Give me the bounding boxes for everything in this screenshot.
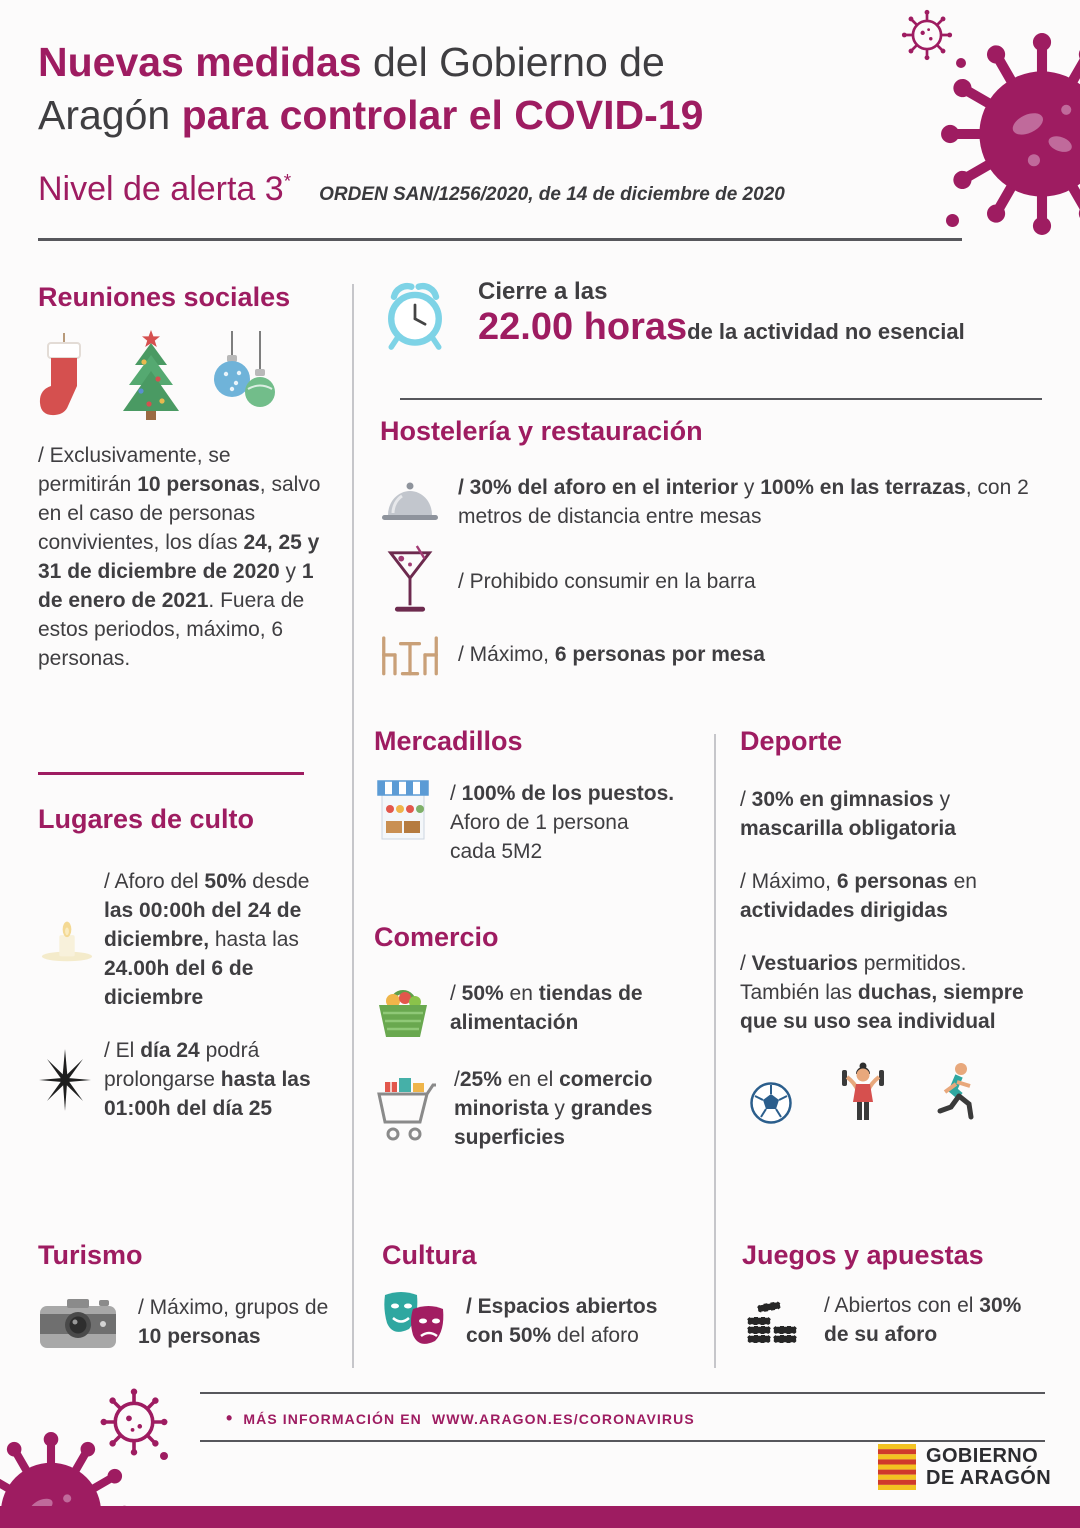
candle-icon: [38, 917, 96, 963]
section-title-reuniones: Reuniones sociales: [38, 282, 291, 312]
alarm-clock-icon: [382, 278, 448, 354]
comercio-minorista-text: /25% en el comercio minorista y grandes superficies: [454, 1068, 653, 1149]
footer-info-label: MÁS INFORMACIÓN EN: [243, 1411, 422, 1427]
stocking-icon: [38, 333, 90, 421]
right-column-divider: [714, 734, 716, 1368]
deporte-personas-text: / Máximo, 6 personas en actividades dirigidas: [740, 870, 977, 922]
table-icon: [380, 631, 440, 677]
closure-suffix: de la actividad no esencial: [687, 319, 965, 344]
aragon-flag-icon: [878, 1444, 916, 1490]
bottom-accent-bar: [0, 1506, 1080, 1528]
logo-line1: GOBIERNO: [926, 1445, 1039, 1467]
section-title-turismo: Turismo: [38, 1240, 143, 1270]
turismo-text: / Máximo, grupos de 10 personas: [138, 1296, 329, 1348]
turismo-item: [38, 1293, 353, 1351]
gobierno-aragon-logo: [878, 1444, 1051, 1490]
alert-asterisk: *: [283, 171, 292, 193]
star-icon: [38, 1049, 92, 1111]
runner-icon: [934, 1062, 978, 1124]
decor-dot: [160, 1452, 168, 1460]
decor-dot: [956, 58, 966, 68]
section-title-cultura: Cultura: [382, 1240, 477, 1270]
christmas-icons-row: [38, 329, 330, 421]
page-title-line1: [38, 36, 878, 89]
deporte-gimnasios-text: / 30% en gimnasios y mascarilla obligatoria: [740, 788, 956, 840]
juegos-text: / Abiertos con el 30% de su aforo: [824, 1294, 1022, 1346]
footer-rule-bottom: [200, 1440, 1045, 1442]
section-hosteleria: [380, 416, 1045, 677]
alert-level: Nivel de alerta 3*: [38, 170, 292, 208]
title-rest-1: del Gobierno de: [361, 39, 665, 85]
cultura-text: / Espacios abiertos con 50% del aforo: [466, 1295, 658, 1347]
section-comercio: [374, 922, 709, 1152]
hosteleria-aforo-text: / 30% del aforo en el interior y 100% en las terrazas, con 2 metros de distancia entre mesas: [458, 476, 1029, 528]
basket-icon: [374, 977, 432, 1039]
closure-time: 22.00 horas: [478, 306, 688, 348]
comercio-item-minorista: [374, 1065, 709, 1152]
page-title: [38, 36, 878, 142]
mercadillos-item: [374, 779, 686, 866]
page-title-line2: [38, 89, 878, 142]
left-column-divider: [352, 284, 354, 1368]
culto-item-dia24: [38, 1036, 338, 1123]
footer-bullet: •: [226, 1408, 234, 1428]
cocktail-icon: [380, 545, 440, 617]
section-reuniones: [38, 282, 330, 673]
left-section-divider: [38, 772, 304, 775]
section-title-hosteleria: Hostelería y restauración: [380, 416, 703, 446]
closure-rule: [400, 398, 1042, 400]
section-culto: [38, 804, 338, 1123]
section-title-comercio: Comercio: [374, 922, 499, 952]
closure-text: [478, 278, 965, 349]
logo-line2: DE ARAGÓN: [926, 1467, 1052, 1489]
title-accent-1: Nuevas medidas: [38, 39, 362, 85]
logo-text: [926, 1445, 1051, 1489]
footer-info: [226, 1408, 695, 1429]
weights-icon: [840, 1062, 886, 1124]
christmas-tree-icon: [116, 329, 186, 421]
culto-item-aforo: [38, 867, 338, 1012]
juegos-item: [742, 1291, 1052, 1349]
cart-icon: [374, 1076, 438, 1142]
section-title-culto: Lugares de culto: [38, 804, 255, 834]
closure-line1: Cierre a las: [478, 278, 608, 305]
closure-banner: [382, 278, 1044, 354]
hosteleria-mesa-text: / Máximo, 6 personas por mesa: [458, 642, 765, 666]
masks-icon: [382, 1291, 448, 1351]
section-juegos: [742, 1240, 1052, 1349]
section-title-mercadillos: Mercadillos: [374, 726, 523, 756]
cultura-item: [382, 1291, 712, 1351]
sport-icons-row: [740, 1062, 1045, 1124]
hosteleria-item-barra: [380, 545, 1045, 617]
section-deporte: [740, 726, 1045, 1124]
section-title-deporte: Deporte: [740, 726, 843, 756]
camera-icon: [38, 1294, 118, 1350]
hosteleria-barra-text: / Prohibido consumir en la barra: [458, 569, 756, 593]
culto-dia24-text: / El día 24 podrá prolongarse hasta las 01:00h del día 25: [104, 1039, 311, 1120]
footer-rule-top: [200, 1392, 1045, 1394]
title-accent-2: para controlar el COVID-19: [181, 92, 704, 138]
header-rule: [38, 238, 962, 241]
footer-info-url[interactable]: WWW.ARAGON.ES/CORONAVIRUS: [431, 1411, 695, 1427]
deporte-vestuarios-text: / Vestuarios permitidos. También las duchas, siempre que su uso sea individual: [740, 952, 1024, 1033]
hosteleria-item-mesa: [380, 631, 1045, 677]
culto-aforo-text: / Aforo del 50% desde las 00:00h del 24 de diciembre, hasta las 24.00h del 6 de diciembre: [104, 870, 310, 1009]
section-cultura: [382, 1240, 712, 1351]
baubles-icon: [212, 331, 278, 421]
reuniones-body: / Exclusivamente, se permitirán 10 personas, salvo en el caso de personas convivientes, los días 24, 25 y 31 de diciembre de 2020 y 1 de enero de 2021. Fuera de estos periodos, máximo, 6 personas.: [38, 444, 321, 670]
title-rest-2: Aragón: [38, 92, 182, 138]
football-icon: [750, 1082, 792, 1124]
section-mercadillos: [374, 726, 686, 866]
section-title-juegos: Juegos y apuestas: [742, 1240, 984, 1270]
cloche-icon: [380, 479, 440, 525]
section-turismo: [38, 1240, 353, 1351]
order-reference: ORDEN SAN/1256/2020, de 14 de diciembre de 2020: [319, 184, 785, 205]
market-stall-icon: [374, 779, 432, 845]
hosteleria-item-aforo: [380, 473, 1045, 531]
chips-icon: [742, 1291, 800, 1349]
decor-dot: [946, 214, 959, 227]
comercio-item-alimentacion: [374, 977, 709, 1039]
mercadillos-text: / 100% de los puestos. Aforo de 1 persona cada 5M2: [450, 782, 675, 863]
alert-row: [38, 170, 785, 209]
closure-line2: [478, 306, 965, 349]
comercio-alimentacion-text: / 50% en tiendas de alimentación: [450, 982, 643, 1034]
